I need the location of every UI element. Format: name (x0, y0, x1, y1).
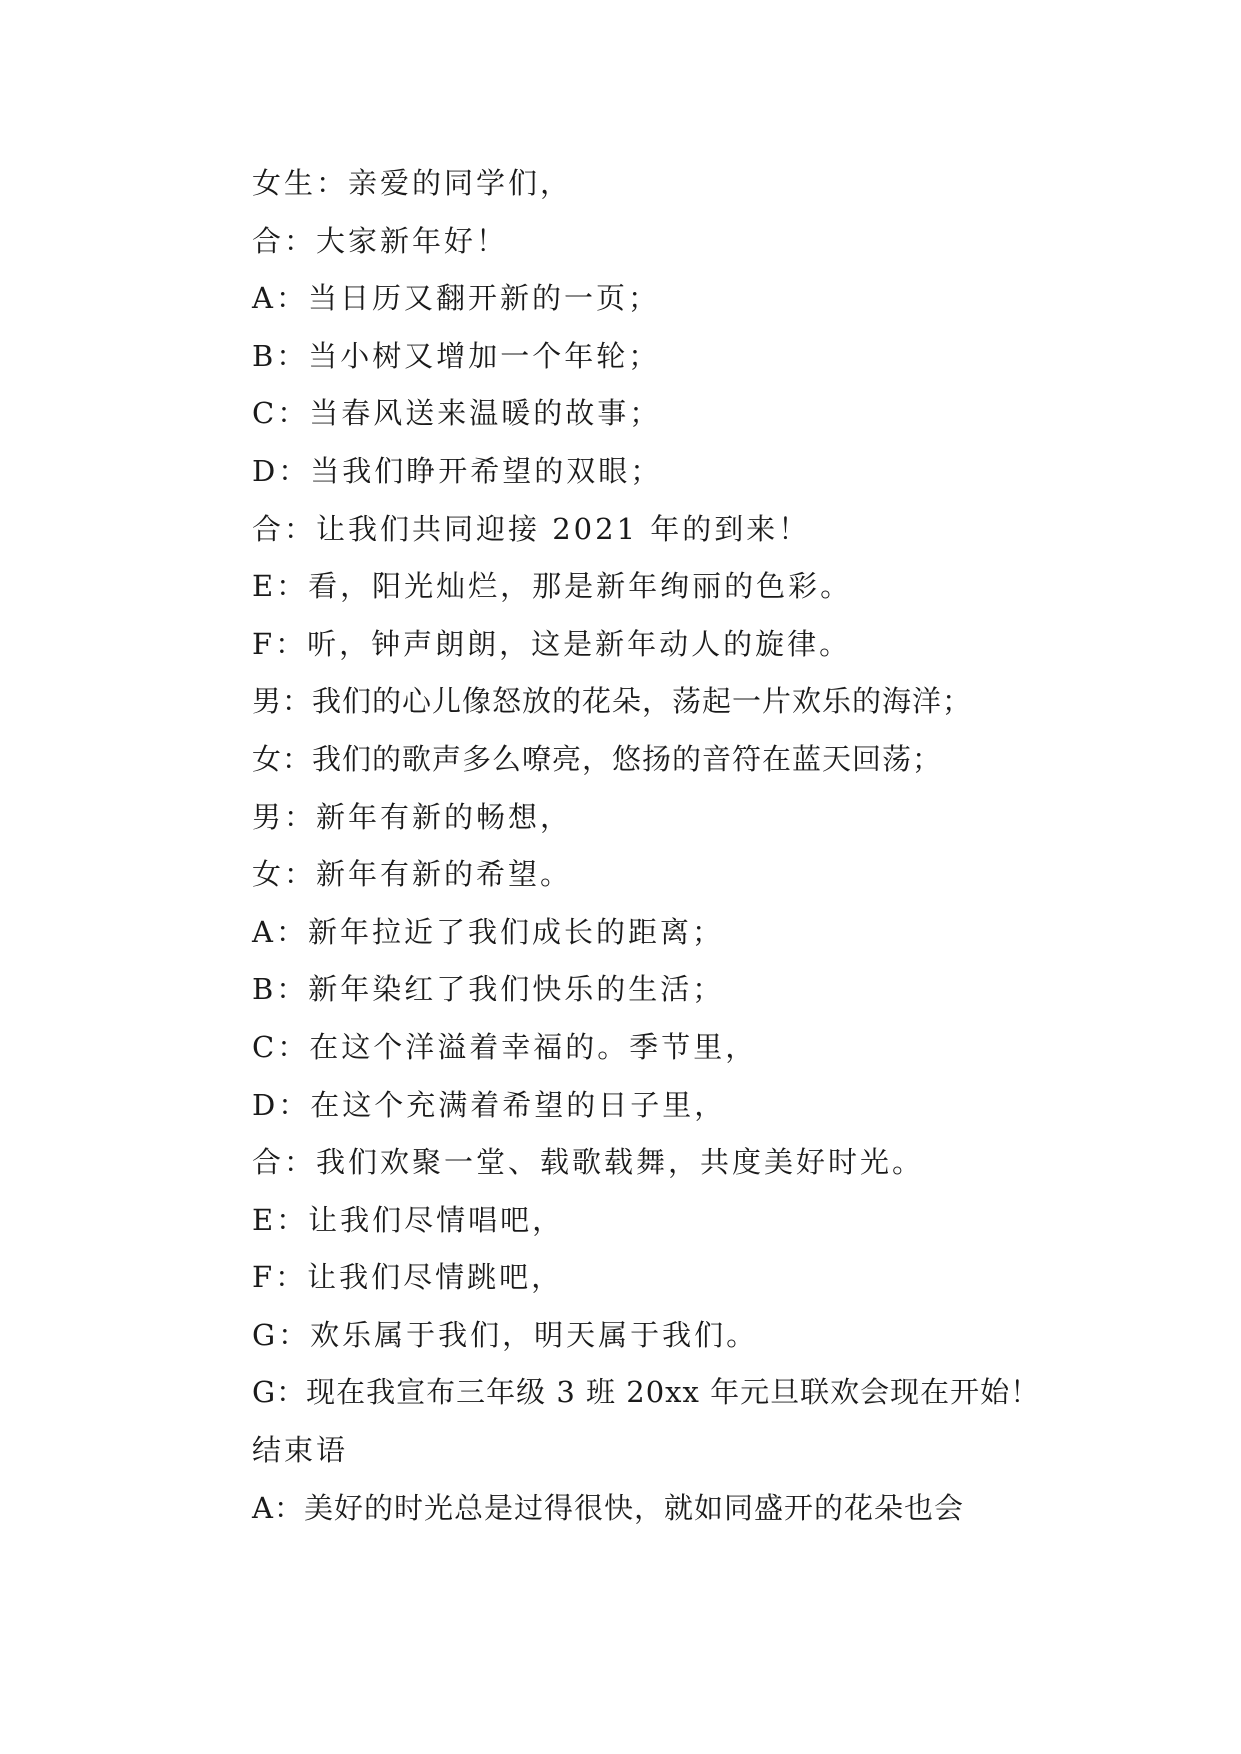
script-line: A：当日历又翻开新的一页； (252, 281, 660, 316)
script-line: 女：我们的歌声多么嘹亮，悠扬的音符在蓝天回荡； (252, 741, 943, 776)
script-line: G：欢乐属于我们，明天属于我们。 (252, 1317, 759, 1352)
script-line: 合：我们欢聚一堂、载歌载舞，共度美好时光。 (252, 1145, 925, 1180)
script-line: C：在这个洋溢着幸福的。季节里， (252, 1029, 758, 1064)
script-line: E：让我们尽情唱吧， (252, 1202, 565, 1237)
script-line: D：在这个充满着希望的日子里， (252, 1087, 727, 1122)
script-line: D：当我们睁开希望的双眼； (252, 453, 663, 488)
script-text (252, 155, 1192, 1537)
script-line: 男：我们的心儿像怒放的花朵，荡起一片欢乐的海洋； (252, 684, 973, 719)
script-line: B：当小树又增加一个年轮； (252, 338, 661, 373)
script-line: 合：让我们共同迎接 2021 年的到来！ (252, 511, 811, 546)
script-line: 合：大家新年好！ (252, 223, 509, 258)
script-line: 男：新年有新的畅想， (252, 799, 573, 834)
script-line: B：新年染红了我们快乐的生活； (252, 972, 725, 1007)
script-line: A：美好的时光总是过得很快，就如同盛开的花朵也会 (252, 1490, 964, 1525)
script-line: F：听，钟声朗朗，这是新年动人的旋律。 (252, 626, 852, 661)
section-heading: 结束语 (252, 1433, 349, 1468)
script-line: 女：新年有新的希望。 (252, 857, 573, 892)
script-line: G：现在我宣布三年级 3 班 20xx 年元旦联欢会现在开始！ (252, 1375, 1041, 1410)
script-line: E：看，阳光灿烂，那是新年绚丽的色彩。 (252, 569, 853, 604)
script-line: C：当春风送来温暖的故事； (252, 396, 662, 431)
script-line: 女生：亲爱的同学们， (252, 166, 573, 200)
script-line: A：新年拉近了我们成长的距离； (252, 914, 724, 949)
script-line: F：让我们尽情跳吧， (252, 1260, 564, 1295)
